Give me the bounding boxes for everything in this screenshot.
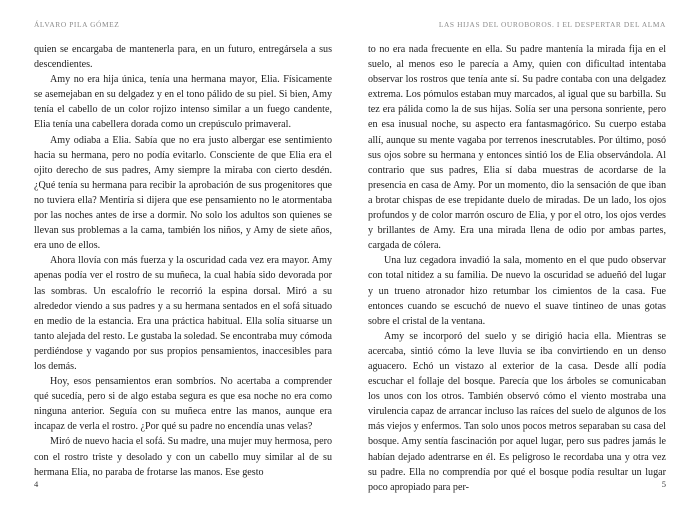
paragraph: Amy se incorporó del suelo y se dirigió hacia ella. Mientras se acercaba, sintió cómo la leve lluvia se iba convirtiendo en un denso aguacero. Echó un vistazo al exterior de la casa. Desde allí podía escuchar el follaje del bosque. Parecía que los árboles se comunicaban los unos con los otros. También observó cómo el viento mostraba una virulencia capaz de arrancar incluso las raíces del suelo de algunos de los más viejos y enfermos. Tan solo unos pocos metros separaban su casa del bosque. Amy sentía fascinación por aquel lugar, pero sus padres jamás le habían dejado adentrarse en él. Es peligroso le recordaba una y otra vez su padre. Ella no comprendía por qué el bosque podía resultar un lugar poco apropiado para per- xyxy=(368,330,666,493)
page-number: 4 xyxy=(34,479,39,489)
paragraph: Una luz cegadora invadió la sala, momento en el que pudo observar con total nitidez a su familia. De nuevo la oscuridad se adueñó del lugar y un trueno atronador hizo retumbar los cimientos de la casa. Fue entonces cuando se escuchó de nuevo el suave tintineo de unas gotas sobre el cristal de la ventana. xyxy=(368,255,666,327)
paragraph: Ahora llovía con más fuerza y la oscuridad cada vez era mayor. Amy apenas podía ver el rostro de su muñeca, la cual había sido devorada por las sombras. Un escalofrío le recorrió la espina dorsal. Miró a su alrededor viendo a sus padres y a su hermana sentados en el sofá situado en medio de la estancia. Era una práctica habitual. Ella solía situarse un tanto alejada del resto. Le gustaba la soledad. Se encontraba muy cómoda perdiéndose y vagando por sus propios pensamientos, inaccesibles para los demás. xyxy=(34,255,332,372)
paragraph: Amy no era hija única, tenía una hermana mayor, Elia. Físicamente se asemejaban en su delgadez y en el tono pálido de su piel. Si bien, Amy tenía el cabello de un color rojizo intenso similar a un fuego candente, Elia tenía una cabellera dorada como un crepúsculo primaveral. xyxy=(34,74,332,131)
paragraph: Amy odiaba a Elia. Sabía que no era justo albergar ese sentimiento hacia su hermana, pero no podía evitarlo. Consciente de que Elia era el ojito derecho de sus padres, Amy siempre la miraba con cierto desdén. ¿Qué tenía su hermana para recibir la aprobación de sus progenitores que no tuviera ella? Mentiría si dijera que ese pensamiento no le atormentaba por las noches antes de irse a dormir. No solo los adultos son quienes se llevan sus problemas a la cama, también los niños, y Amy de siete años, era uno de ellos. xyxy=(34,134,332,252)
right-page xyxy=(350,0,700,514)
paragraph: to no era nada frecuente en ella. Su padre mantenía la mirada fija en el suelo, al menos eso le parecía a Amy, quien con dificultad intentaba observar los rostros que tenía ante sí. Su padre contaba con una delgadez extrema. Los pómulos estaban muy marcados, al igual que su barbilla. Su tez era pálida como la de sus hijas. Solía ser una persona sonriente, pero en esa inusual noche, su aspecto era fantasmagórico. Su cuerpo estaba allí, aunque su mente vagaba por terrenos inescrutables. Por último, posó sus ojos sobre su hermana y entonces sintió los de Elia observándola. Al contrario que sus padres, Elia sí daba muestras de acordarse de la presencia en casa de Amy. Por un momento, dio la sensación de que iban a brotar chispas de ese trepidante duelo de miradas. De un lado, los ojos profundos y de color marrón oscuro de Elia, y por el otro, los ojos verdes y brillantes de Amy. Era una mirada llena de odio por ambas partes, cargada de cólera. xyxy=(368,44,666,252)
right-page-body xyxy=(368,42,666,495)
running-header-author: ÁLVARO PILA GÓMEZ xyxy=(34,20,120,29)
paragraph: Hoy, esos pensamientos eran sombríos. No acertaba a comprender qué sucedía, pero si de algo estaba segura es que esa noche no era como ninguna anterior. Seguía con su muñeca entre las manos, aunque era incapaz de verla el rostro. ¿Por qué su padre no encendía unas velas? xyxy=(34,376,332,433)
running-header-title: LAS HIJAS DEL OUROBOROS. I EL DESPERTAR DEL ALMA xyxy=(438,20,666,29)
paragraph: quien se encargaba de mantenerla para, en un futuro, entregársela a sus descendientes. xyxy=(34,44,332,71)
paragraph: Miró de nuevo hacia el sofá. Su madre, una mujer muy hermosa, pero con el rostro triste y desolado y con un cabello muy similar al de su hermana Elia, no paraba de frotarse las manos. Ese gesto xyxy=(34,436,332,478)
page-number: 5 xyxy=(661,479,666,489)
left-page-body xyxy=(34,42,332,480)
